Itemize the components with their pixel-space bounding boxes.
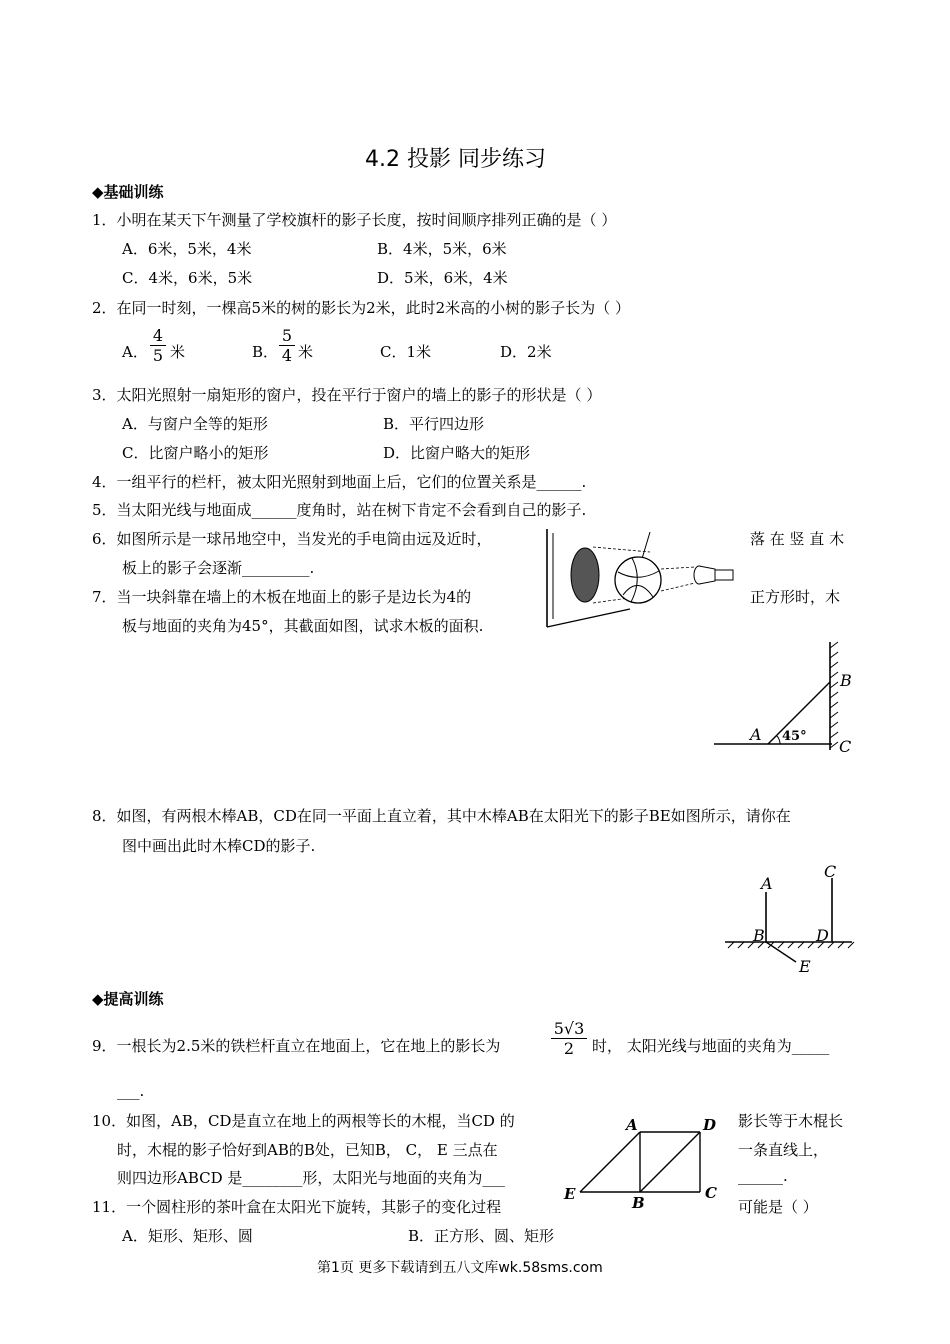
q11-option-a: A．矩形、矩形、圆 (122, 1227, 253, 1245)
angle-arc (777, 736, 781, 745)
page-footer: 第1页 更多下载请到五八文库wk.58sms.com (317, 1260, 603, 1276)
q7-line2: 板与地面的夹角为45°，其截面如图，试求木板的面积. (122, 617, 484, 635)
q2-option-b-denominator: 4 (279, 345, 295, 365)
q2-option-b-label: B． (252, 343, 279, 361)
label-A: A (761, 874, 773, 893)
q2-stem: 2．在同一时刻，一棵高5米的树的影长为2米，此时2米高的小树的影子长为（ ） (92, 299, 630, 317)
q3-option-b: B．平行四边形 (383, 415, 485, 433)
beam-bottom (661, 583, 695, 591)
q7-line1: 7．当一块斜靠在墙上的木板在地面上的影子是边长为4的 (92, 588, 472, 606)
flashlight-head (699, 566, 715, 584)
q2-option-b-unit: 米 (298, 343, 314, 361)
ray-EA (580, 1132, 640, 1192)
ground-hatching (728, 942, 854, 948)
q10-line2: 时，木棍的影子恰好到AB的B处，已知B， C， E 三点在 (117, 1141, 498, 1159)
label-C: C (824, 862, 837, 881)
q10-line1-right: 影长等于木棍长 (738, 1112, 844, 1130)
q2-option-a-label: A． (122, 343, 148, 361)
ray-BD (640, 1132, 700, 1192)
label-C: C (705, 1184, 717, 1202)
page-title: 4.2 投影 同步练习 (365, 147, 546, 172)
q9-prefix: 9．一根长为2.5米的铁栏杆直立在地面上，它在地上的影长为 (92, 1037, 501, 1055)
q9-numerator: 5√3 (553, 1019, 585, 1038)
q2-option-a-numerator: 4 (152, 326, 164, 345)
q7-line1-right: 正方形时，木 (750, 588, 841, 606)
q11-option-b: B．正方形、圆、矩形 (408, 1227, 555, 1245)
board-bottom-edge (547, 609, 630, 627)
q2-option-d: D．2米 (500, 343, 552, 361)
shadow-ellipse (571, 548, 599, 602)
q10-line1: 10．如图，AB，CD是直立在地上的两根等长的木棍，当CD 的 (92, 1112, 515, 1130)
q9-suffix: 时， 太阳光线与地面的夹角为_____ (592, 1037, 830, 1055)
q2-option-b-numerator: 5 (281, 326, 293, 345)
label-D: D (816, 926, 829, 945)
q4-stem: 4．一组平行的栏杆，被太阳光照射到地面上后，它们的位置关系是______. (92, 473, 587, 491)
q1-option-a: A．6米，5米，4米 (122, 240, 252, 258)
section-basic-heading: ◆基础训练 (92, 183, 164, 201)
q2-option-b-fraction (279, 326, 295, 365)
beam-top (661, 567, 695, 569)
label-D: D (703, 1116, 717, 1134)
flashlight-handle (715, 570, 733, 580)
label-B: B (840, 671, 852, 690)
q6-line2: 板上的影子会逐渐_________. (122, 559, 315, 577)
q2-option-c: C．1米 (380, 343, 432, 361)
q7-figure (712, 640, 862, 760)
label-E: E (564, 1185, 576, 1203)
q3-option-c: C．比窗户略小的矩形 (122, 444, 269, 462)
label-B: B (753, 926, 765, 945)
q2-option-a-denominator: 5 (150, 345, 166, 365)
q3-option-d: D．比窗户略大的矩形 (383, 444, 531, 462)
q10-line3-right: ______. (738, 1167, 788, 1185)
q11-stem: 11．一个圆柱形的茶叶盒在太阳光下旋转，其影子的变化过程 (92, 1198, 502, 1216)
light-ray-top (593, 547, 650, 552)
q8-line2: 图中画出此时木棒CD的影子. (122, 837, 316, 855)
q9-line2: ___. (117, 1082, 145, 1100)
q3-option-a: A．与窗户全等的矩形 (122, 415, 268, 433)
q6-line1-right: 落 在 竖 直 木 (750, 530, 845, 548)
angle-label: 45° (782, 729, 807, 744)
q8-line1: 8．如图，有两根木棒AB，CD在同一平面上直立着，其中木棒AB在太阳光下的影子BE如图所示，请你在 (92, 807, 791, 825)
q5-stem: 5．当太阳光线与地面成______度角时，站在树下肯定不会看到自己的影子. (92, 501, 587, 519)
ball (615, 557, 661, 603)
q6-figure (535, 527, 735, 637)
q1-stem: 1．小明在某天下午测量了学校旗杆的影子长度，按时间顺序排列正确的是（ ） (92, 211, 617, 229)
q1-option-d: D．5米，6米，4米 (377, 269, 508, 287)
q10-figure (560, 1112, 730, 1212)
label-E: E (799, 957, 811, 976)
label-A: A (626, 1116, 638, 1134)
q11-stem-right: 可能是（ ） (738, 1198, 818, 1216)
wall-hatching (830, 642, 838, 748)
q6-line1: 6．如图所示是一球吊地空中，当发光的手电筒由远及近时， (92, 530, 492, 548)
q2-option-a-unit: 米 (170, 343, 186, 361)
q10-line3: 则四边形ABCD 是________形，太阳光与地面的夹角为___ (117, 1169, 505, 1187)
q10-line2-right: 一条直线上， (738, 1141, 829, 1159)
q1-option-b: B．4米，5米，6米 (377, 240, 507, 258)
q3-stem: 3．太阳光照射一扇矩形的窗户，投在平行于窗户的墙上的影子的形状是（ ） (92, 386, 602, 404)
q9-fraction (551, 1019, 587, 1058)
section-advanced-heading: ◆提高训练 (92, 990, 164, 1008)
label-C: C (839, 737, 852, 756)
label-A: A (750, 725, 762, 744)
q1-option-c: C．4米，6米，5米 (122, 269, 253, 287)
q2-option-a-fraction (150, 326, 166, 365)
q9-denominator: 2 (551, 1038, 587, 1058)
label-B: B (632, 1194, 645, 1212)
q8-figure (720, 858, 860, 978)
